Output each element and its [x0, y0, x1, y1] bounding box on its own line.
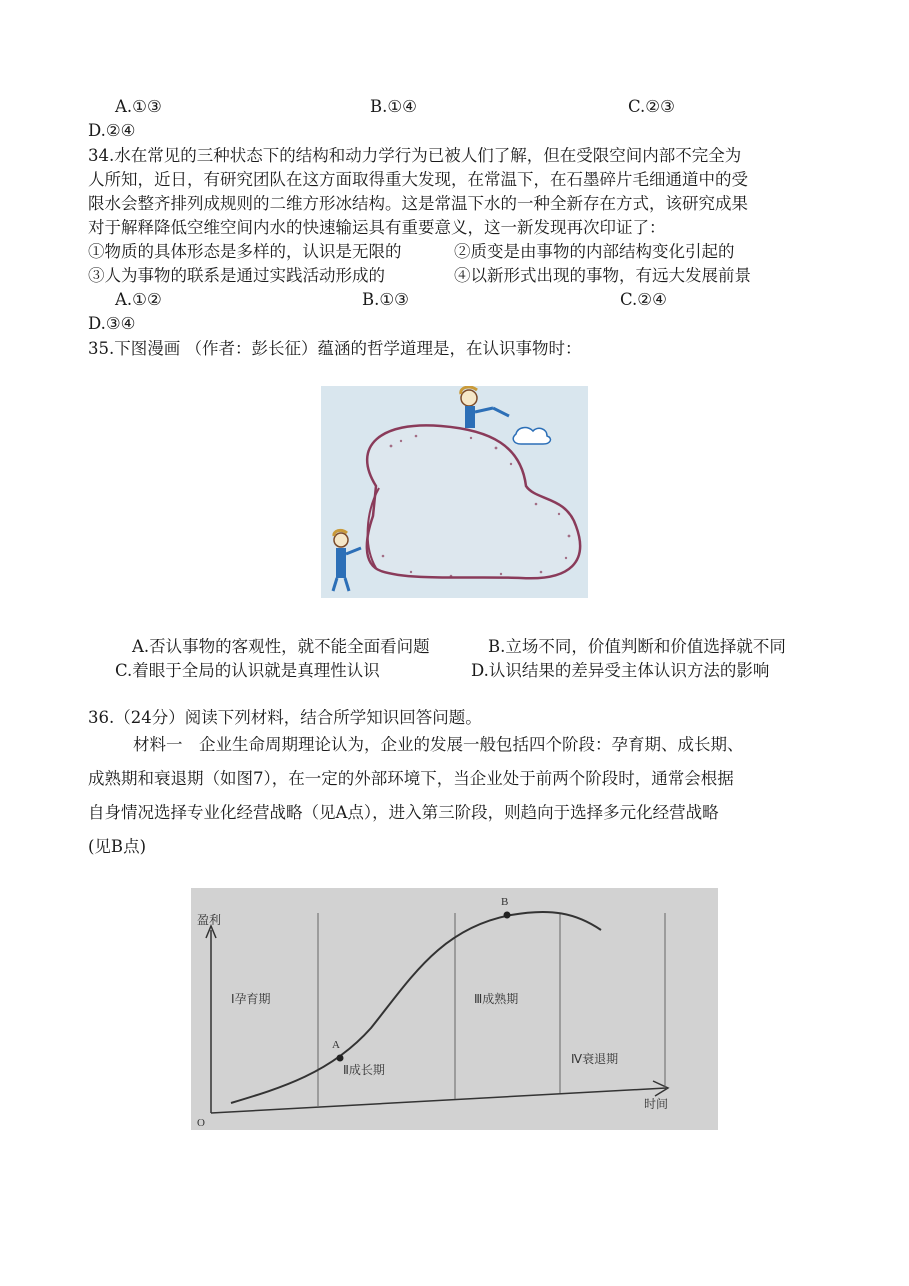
- q35-option-c: C.着眼于全局的认识就是真理性认识: [115, 661, 380, 680]
- q35-option-a: A.否认事物的客观性，就不能全面看问题: [132, 637, 430, 656]
- q34-statement-1: ①物质的具体形态是多样的，认识是无限的: [88, 242, 402, 261]
- q34-stem-line-2: 人所知，近日，有研究团队在这方面取得重大发现，在常温下，在石墨碎片毛细通道中的受: [88, 170, 748, 189]
- q34-stem-line-3: 限水会整齐排列成规则的二维方形冰结构。这是常温下水的一种全新存在方式，该研究成果: [88, 194, 748, 213]
- q34-option-b: B.①③: [362, 290, 409, 309]
- q35-option-b: B.立场不同，价值判断和价值选择就不同: [488, 637, 786, 656]
- cloud-icon: [513, 428, 550, 444]
- q34-statement-4: ④以新形式出现的事物，有远大发展前景: [454, 266, 751, 285]
- q33-option-a: A.①③: [115, 97, 162, 116]
- q34-stem-line-1: 34.水在常见的三种状态下的结构和动力学行为已被人们了解，但在受限空间内部不完全为: [88, 146, 742, 165]
- y-axis-label: 盈利: [197, 913, 222, 927]
- q36-material-line-4: (见B点): [88, 837, 146, 856]
- q34-option-d: D.③④: [88, 314, 136, 333]
- q33-option-c: C.②③: [628, 97, 675, 116]
- q35-option-d: D.认识结果的差异受主体认识方法的影响: [471, 661, 770, 680]
- q33-option-d: D.②④: [88, 121, 136, 140]
- point-b-label: B: [501, 896, 509, 908]
- q36-material-line-3: 自身情况选择专业化经营战略（见A点），进入第三阶段，则趋向于选择多元化经营战略: [88, 803, 719, 822]
- lifecycle-chart: [191, 888, 718, 1130]
- q34-option-c: C.②④: [620, 290, 667, 309]
- origin-label: O: [197, 1117, 205, 1129]
- q34-statement-2: ②质变是由事物的内部结构变化引起的: [454, 242, 735, 261]
- cartoon-illustration: [321, 386, 588, 598]
- q34-option-a: A.①②: [115, 290, 162, 309]
- stage-label-2: Ⅱ成长期: [343, 1063, 385, 1077]
- q36-stem: 36.（24分）阅读下列材料，结合所学知识回答问题。: [88, 708, 482, 727]
- stage-label-3: Ⅲ成熟期: [474, 992, 519, 1006]
- q36-material-line-2: 成熟期和衰退期（如图7），在一定的外部环境下，当企业处于前两个阶段时，通常会根据: [88, 769, 734, 788]
- q33-option-b: B.①④: [370, 97, 417, 116]
- x-axis-label: 时间: [644, 1097, 669, 1111]
- q35-stem: 35.下图漫画 （作者：彭长征）蕴涵的哲学道理是，在认识事物时：: [88, 339, 582, 358]
- point-b-marker: [504, 912, 511, 919]
- point-a-marker: [337, 1055, 344, 1062]
- q34-stem-line-4: 对于解释降低空维空间内水的快速输运具有重要意义，这一新发现再次印证了：: [88, 218, 666, 237]
- q34-statement-3: ③人为事物的联系是通过实践活动形成的: [88, 266, 385, 285]
- q36-material-line-1: 材料一 企业生命周期理论认为，企业的发展一般包括四个阶段：孕育期、成长期、: [133, 735, 744, 754]
- stage-label-1: Ⅰ孕育期: [231, 992, 271, 1006]
- stage-label-4: Ⅳ衰退期: [571, 1052, 619, 1066]
- point-a-label: A: [332, 1039, 340, 1051]
